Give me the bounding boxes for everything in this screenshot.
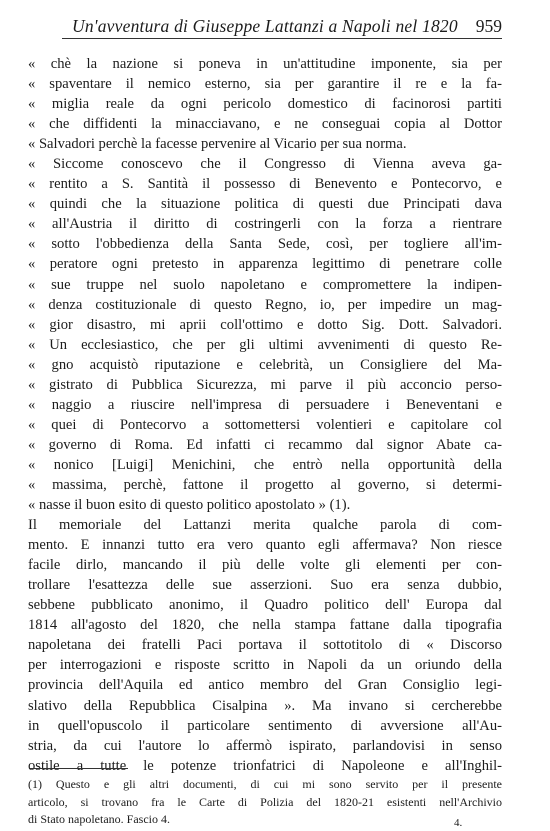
text-line: « rentito a S. Santità il possesso di Benevento e Pontecorvo, e xyxy=(28,176,502,193)
running-header xyxy=(62,14,502,39)
text-line: « gno acquistò riputazione e celebrità, un Consigliere del Ma- xyxy=(28,356,502,373)
text-line: stria, da cui l'autore lo affermò ispirato, parlandovisi in senso xyxy=(28,737,502,754)
text-line: « sue truppe nel suolo napoletano e compromettere la indipen- xyxy=(28,276,502,293)
text-line: « all'Austria il diritto di costringerli con la forza a rientrare xyxy=(28,216,502,233)
text-line: trollare l'esattezza delle sue asserzioni. Suo era senza dubbio, xyxy=(28,577,502,594)
text-line: « denza costituzionale di questo Regno, io, per impedire un mag- xyxy=(28,296,502,313)
text-line: « quindi che la situazione politica di questi due Principati dava xyxy=(28,196,502,213)
text-line: sebbene pubblicato anonimo, il Quadro politico dell' Europa dal xyxy=(28,597,502,614)
text-line: ostile a tutte le potenze trionfatrici di Napoleone e all'Inghil- xyxy=(28,757,502,774)
text-line: « governo di Roma. Ed infatti ci recammo dal signor Abate ca- xyxy=(28,436,502,453)
running-title: Un'avventura di Giuseppe Lattanzi a Napoli nel 1820 xyxy=(72,16,458,36)
text-line: per interrogazioni e risposte scritto in Napoli da un oriundo della xyxy=(28,657,502,674)
text-line: « che diffidenti la minacciavano, e ne conseguai copia al Dottor xyxy=(28,116,502,133)
text-line: « Siccome conoscevo che il Congresso di Vienna aveva ga- xyxy=(28,156,502,173)
text-line: « chè la nazione si poneva in un'attitudine imponente, sia per xyxy=(28,56,502,72)
page-number: 959 xyxy=(475,16,502,36)
text-line: « massima, perchè, fattone il progetto al governo, si determi- xyxy=(28,476,502,493)
text-line: « nasse il buon esito di questo politico apostolato » (1). xyxy=(28,497,351,514)
body-text xyxy=(28,54,502,776)
text-line: « miglia reale da ogni pericolo domestico di facinorosi partiti xyxy=(28,96,502,113)
text-line: mento. E innanzi tutto era vero quanto egli affermava? Non riesce xyxy=(28,537,502,554)
text-line: « Salvadori perchè la facesse pervenire al Vicario per sua norma. xyxy=(28,136,407,153)
text-line: « peratore ogni pretesto in apparenza legittimo di penetrare colle xyxy=(28,256,502,273)
text-line: « sotto l'obbedienza della Santa Sede, così, per togliere all'im- xyxy=(28,236,502,253)
text-line: « gior disastro, mi aprii coll'ottimo e dotto Sig. Dott. Salvadori. xyxy=(28,316,502,333)
text-line: « Un ecclesiastico, che per gli ultimi avvenimenti di questo Re- xyxy=(28,336,502,353)
text-line: « gistrato di Pubblica Sicurezza, mi parve il più acconcio perso- xyxy=(28,376,502,393)
text-line: « naggio a riuscire nell'impresa di persuadere i Beneventani e xyxy=(28,396,502,413)
text-line: « quei di Pontecorvo a sottomettersi volentieri e capitolare col xyxy=(28,416,502,433)
text-line: in quell'opuscolo il particolare sentimento di avversione all'Au- xyxy=(28,717,502,734)
signature-mark: 4. xyxy=(454,817,463,829)
footnote xyxy=(28,776,502,829)
footnote-divider xyxy=(30,768,128,769)
text-line: provincia dell'Aquila ed antico membro del Gran Consiglio legi- xyxy=(28,677,502,694)
text-line: facile dirlo, mancando il più delle volte gli elementi per con- xyxy=(28,557,502,574)
text-line: slativo della Repubblica Cisalpina ». Ma invano si cercherebbe xyxy=(28,697,502,714)
footnote-line: (1) Questo e gli altri documenti, di cui mi sono servito per il presente xyxy=(28,777,502,791)
text-line: napoletana dei fratelli Paci portava il sottotitolo di « Discorso xyxy=(28,637,502,654)
text-line: « spaventare il nemico esterno, sia per garantire il re e la fa- xyxy=(28,76,502,93)
footnote-line: di Stato napoletano. Fascio 4. xyxy=(28,812,170,826)
text-line: 1814 all'agosto del 1820, che nella stampa fattane dalla tipografia xyxy=(28,617,502,634)
footnote-line: articolo, si trovano fra le Carte di Polizia del 1820-21 esistenti nell'Archivio xyxy=(28,794,502,809)
text-line: Il memoriale del Lattanzi merita qualche parola di com- xyxy=(28,517,502,534)
text-line: « nonico [Luigi] Menichini, che entrò nella opportunità della xyxy=(28,456,502,473)
